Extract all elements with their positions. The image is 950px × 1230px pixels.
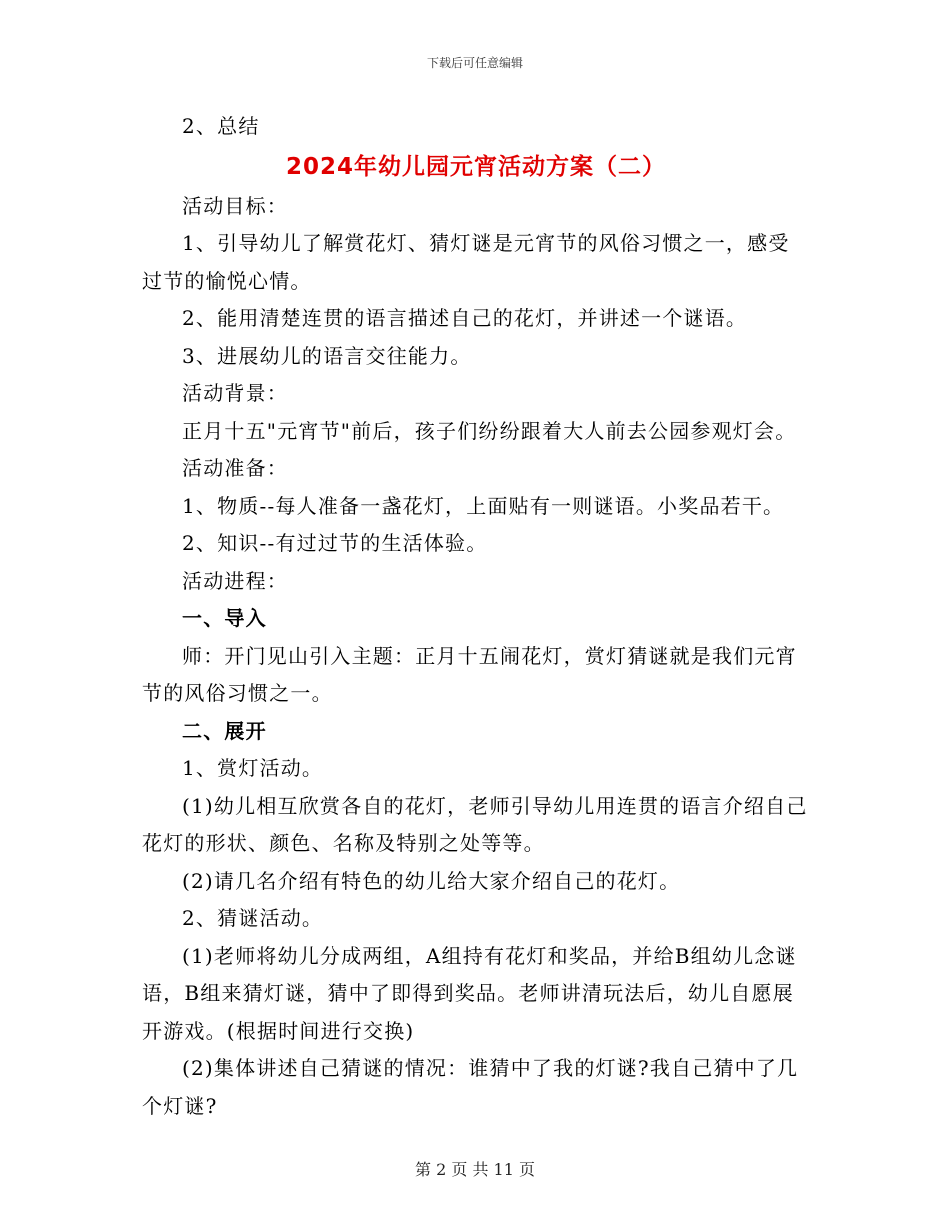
heading-process: 活动进程：: [182, 568, 288, 593]
goal-2: 2、能用清楚连贯的语言描述自己的花灯，并讲述一个谜语。: [182, 306, 748, 330]
document-body: [142, 108, 810, 1125]
lantern-step-2: (2)请几名介绍有特色的幼儿给大家介绍自己的花灯。: [182, 868, 681, 893]
riddle-step-2: (2)集体讲述自己猜谜的情况：谁猜中了我的灯谜?我自己猜中了几个灯谜?: [142, 1056, 799, 1118]
goal-1: 1、引导幼儿了解赏花灯、猜灯谜是元宵节的风俗习惯之一，感受过节的愉悦心情。: [142, 231, 790, 293]
page-footer: 第 2 页 共 11 页: [415, 1160, 535, 1179]
intro-text: 师：开门见山引入主题：正月十五闹花灯，赏灯猜谜就是我们元宵节的风俗习惯之一。: [142, 643, 797, 705]
heading-goals: 活动目标：: [182, 193, 288, 218]
section-expand: 二、展开: [182, 718, 267, 743]
background-text: 正月十五"元宵节"前后，孩子们纷纷跟着大人前去公园参观灯会。: [182, 418, 797, 443]
preparation-1: 1、物质--每人准备一盏花灯，上面贴有一则谜语。小奖品若干。: [182, 493, 785, 518]
paragraph-summary: 2、总结: [182, 114, 260, 138]
riddle-step-1: (1)老师将幼儿分成两组，A组持有花灯和奖品，并给B组幼儿念谜语，B组来猜灯谜，猜中了即得到奖品。老师讲清玩法后，幼儿自愿展开游戏。(根据时间进行交换): [142, 943, 797, 1043]
riddle-activity: 2、猜谜活动。: [182, 906, 324, 930]
heading-background: 活动背景：: [182, 381, 288, 405]
goal-3: 3、进展幼儿的语言交往能力。: [182, 343, 472, 368]
preparation-2: 2、知识--有过过节的生活体验。: [182, 531, 488, 555]
heading-preparation: 活动准备：: [182, 456, 288, 480]
document-title: 2024年幼儿园元宵活动方案（二）: [285, 153, 666, 180]
page-header: 下载后可任意编辑: [426, 56, 523, 70]
lantern-step-1: (1)幼儿相互欣赏各自的花灯，老师引导幼儿用连贯的语言介绍自己花灯的形状、颜色、名称及特别之处等等。: [142, 793, 808, 855]
section-intro: 一、导入: [182, 606, 267, 630]
lantern-activity: 1、赏灯活动。: [182, 756, 324, 780]
